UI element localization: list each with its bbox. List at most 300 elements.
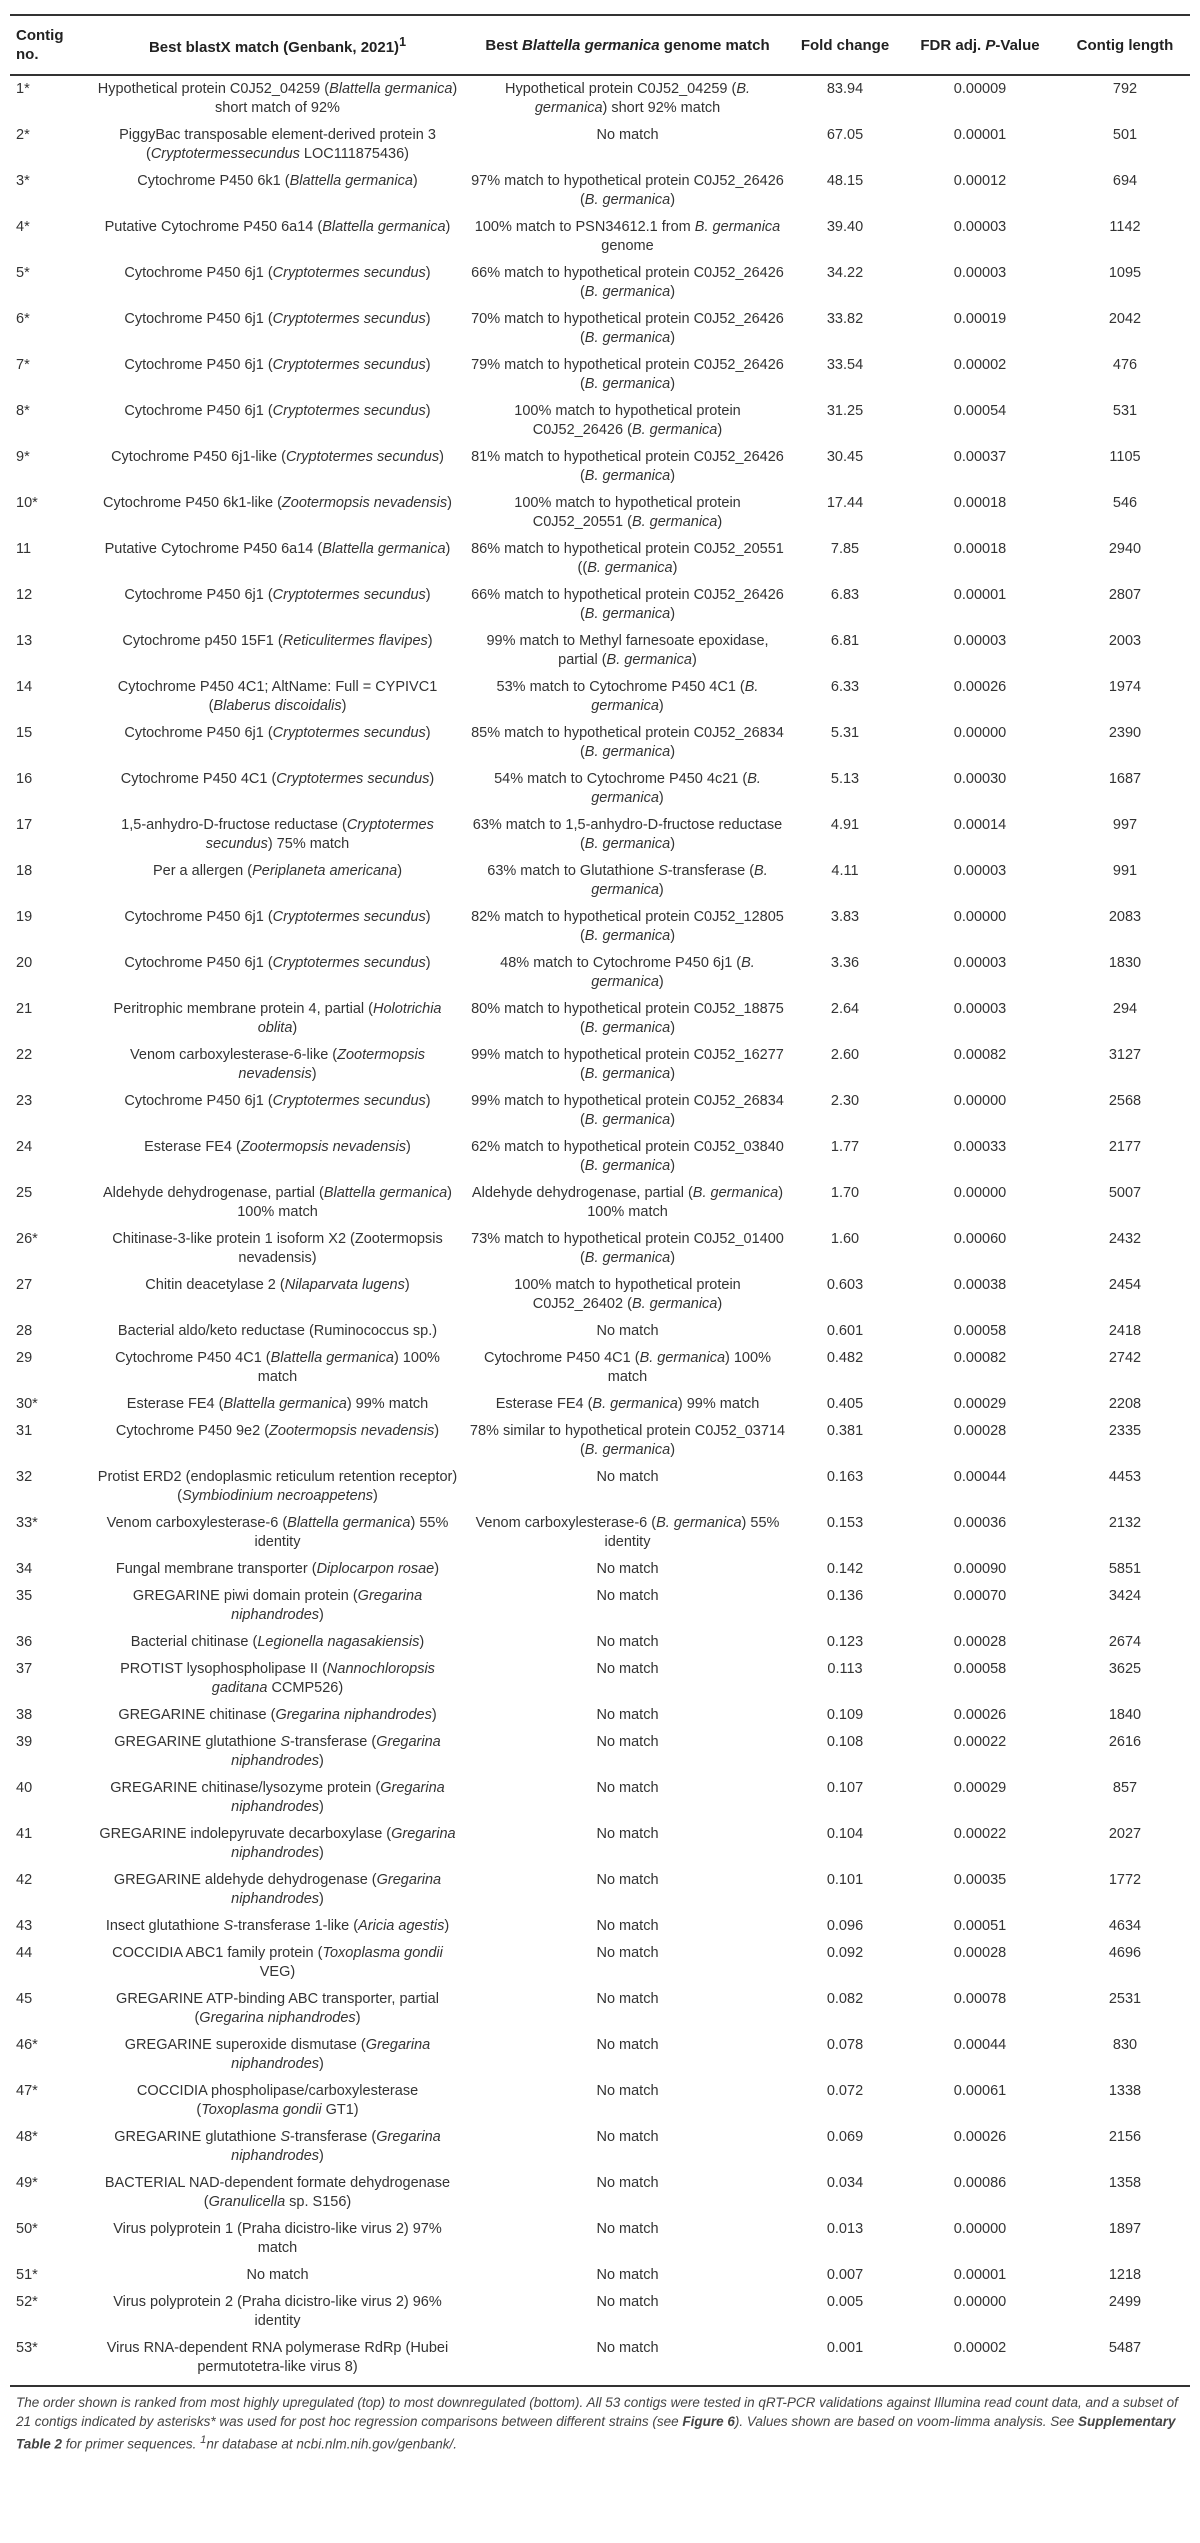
- contig-no-cell: 39: [16, 1734, 33, 1750]
- contig-no-cell: 29: [16, 1350, 33, 1366]
- genome-match-cell: 82% match to hypothetical protein C0J52_12805 (B. germanica): [471, 909, 784, 944]
- contig-length-cell: 3625: [1108, 1661, 1142, 1677]
- contig-length-cell: 1687: [1108, 771, 1142, 787]
- blastx-match-cell: Hypothetical protein C0J52_04259 (Blattella germanica) short match of 92%: [97, 81, 458, 116]
- fold-change-cell: 0.601: [826, 1323, 864, 1339]
- fold-change-cell: 6.81: [830, 633, 860, 649]
- fdr-pvalue-cell: 0.00036: [953, 1515, 1007, 1531]
- fdr-pvalue-cell: 0.00000: [953, 2221, 1007, 2237]
- fdr-pvalue-cell: 0.00030: [953, 771, 1007, 787]
- table-row: [10, 904, 1190, 950]
- genome-match-cell: No match: [596, 2129, 659, 2145]
- contig-no-cell: 3*: [16, 173, 30, 189]
- fold-change-cell: 5.13: [830, 771, 860, 787]
- blastx-match-cell: GREGARINE chitinase/lysozyme protein (Gregarina niphandrodes): [110, 1780, 445, 1815]
- genome-match-cell: No match: [596, 1469, 659, 1485]
- blastx-match-header: Best blastX match (Genbank, 2021)$^1$: [90, 15, 465, 75]
- contig-no-cell: 10*: [16, 495, 38, 511]
- blastx-match-cell: Per a allergen (Periplaneta americana): [152, 863, 403, 879]
- contig-no-cell: 40: [16, 1780, 33, 1796]
- contig-length-cell: 1772: [1108, 1872, 1142, 1888]
- fold-change-cell: 83.94: [826, 81, 864, 97]
- fdr-pvalue-cell: 0.00026: [953, 679, 1007, 695]
- fdr-pvalue-cell: 0.00060: [953, 1231, 1007, 1247]
- genome-match-cell: 78% similar to hypothetical protein C0J52_03714 (B. germanica): [469, 1423, 786, 1458]
- fdr-pvalue-cell: 0.00037: [953, 449, 1007, 465]
- table-row: [10, 582, 1190, 628]
- genome-match-cell: 70% match to hypothetical protein C0J52_26426 (B. germanica): [471, 311, 784, 346]
- blastx-match-cell: Cytochrome P450 6j1 (Cryptotermes secundus): [124, 403, 431, 419]
- contig-length-cell: 830: [1112, 2037, 1138, 2053]
- table-row: [10, 1345, 1190, 1391]
- genome-match-cell: No match: [596, 127, 659, 143]
- contig-no-cell: 18: [16, 863, 33, 879]
- contig-length-cell: 1142: [1109, 219, 1141, 235]
- fold-change-cell: 33.54: [826, 357, 864, 373]
- contig-length-cell: 1974: [1108, 679, 1142, 695]
- fdr-pvalue-cell: 0.00082: [953, 1047, 1007, 1063]
- contig-no-cell: 12: [16, 587, 33, 603]
- genome-match-cell: No match: [596, 1918, 659, 1934]
- contig-no-cell: 14: [16, 679, 33, 695]
- genome-match-cell: 81% match to hypothetical protein C0J52_26426 (B. germanica): [471, 449, 784, 484]
- fold-change-cell: 34.22: [826, 265, 864, 281]
- genome-match-cell: No match: [596, 2221, 659, 2237]
- table-row: [10, 536, 1190, 582]
- contig-length-cell: 4634: [1108, 1918, 1142, 1934]
- table-row: [10, 950, 1190, 996]
- contig-length-cell: 792: [1112, 81, 1138, 97]
- contig-length-cell: 2742: [1108, 1350, 1142, 1366]
- fdr-pvalue-cell: 0.00009: [953, 81, 1007, 97]
- contig-length-cell: 2499: [1108, 2294, 1142, 2310]
- genome-match-cell: No match: [596, 1661, 659, 1677]
- genome-match-cell: No match: [596, 1707, 659, 1723]
- fold-change-cell: 0.034: [826, 2175, 864, 2191]
- contig-length-cell: 2027: [1108, 1826, 1142, 1842]
- fold-change-cell: 0.104: [826, 1826, 864, 1842]
- table-row: [10, 1418, 1190, 1464]
- fdr-pvalue-cell: 0.00022: [953, 1826, 1007, 1842]
- fdr-pvalue-cell: 0.00058: [953, 1661, 1007, 1677]
- contig-length-cell: 1358: [1108, 2175, 1142, 2191]
- contig-no-cell: 20: [16, 955, 33, 971]
- genome-match-cell: 73% match to hypothetical protein C0J52_01400 (B. germanica): [471, 1231, 784, 1266]
- blastx-match-cell: GREGARINE ATP-binding ABC transporter, partial (Gregarina niphandrodes): [116, 1991, 439, 2026]
- contig-length-cell: 2390: [1108, 725, 1142, 741]
- blastx-match-cell: PiggyBac transposable element-derived protein 3 (Cryptotermessecundus LOC111875436): [119, 127, 436, 162]
- fold-change-cell: 7.85: [830, 541, 860, 557]
- table-row: [10, 1729, 1190, 1775]
- contig-length-cell: 3424: [1108, 1588, 1142, 1604]
- fdr-pvalue-cell: 0.00029: [953, 1780, 1007, 1796]
- contig-no-cell: 13: [16, 633, 33, 649]
- blastx-match-cell: GREGARINE superoxide dismutase (Gregarina niphandrodes): [124, 2037, 431, 2072]
- fdr-pvalue-cell: 0.00000: [953, 725, 1007, 741]
- genome-match-cell: 97% match to hypothetical protein C0J52_26426 (B. germanica): [471, 173, 784, 208]
- table-row: [10, 1226, 1190, 1272]
- contig-length-cell: 2807: [1108, 587, 1142, 603]
- contig-length-header: Contig length: [1060, 15, 1190, 75]
- fdr-pvalue-cell: 0.00082: [953, 1350, 1007, 1366]
- contig-length-cell: 5851: [1108, 1561, 1142, 1577]
- genome-match-cell: 86% match to hypothetical protein C0J52_20551 ((B. germanica): [471, 541, 784, 576]
- fdr-pvalue-cell: 0.00000: [953, 1185, 1007, 1201]
- fdr-pvalue-cell: 0.00000: [953, 2294, 1007, 2310]
- blastx-match-cell: Venom carboxylesterase-6-like (Zootermopsis nevadensis): [130, 1047, 425, 1082]
- fdr-pvalue-cell: 0.00000: [953, 1093, 1007, 1109]
- table-row: [10, 444, 1190, 490]
- genome-match-cell: 63% match to Glutathione S-transferase (B. germanica): [487, 863, 768, 898]
- genome-match-cell: 66% match to hypothetical protein C0J52_26426 (B. germanica): [471, 265, 784, 300]
- fdr-pvalue-cell: 0.00029: [953, 1396, 1007, 1412]
- contig-no-cell: 22: [16, 1047, 33, 1063]
- table-row: [10, 1391, 1190, 1418]
- blastx-match-cell: Peritrophic membrane protein 4, partial (Holotrichia oblita): [113, 1001, 442, 1036]
- genome-match-cell: 99% match to hypothetical protein C0J52_16277 (B. germanica): [471, 1047, 784, 1082]
- fold-change-cell: 0.101: [826, 1872, 864, 1888]
- fdr-pvalue-cell: 0.00051: [953, 1918, 1007, 1934]
- contig-no-cell: 35: [16, 1588, 33, 1604]
- fdr-pvalue-cell: 0.00044: [953, 2037, 1007, 2053]
- blastx-match-cell: 1,5-anhydro-D-fructose reductase (Cryptotermes secundus) 75% match: [121, 817, 434, 852]
- contig-no-cell: 38: [16, 1707, 33, 1723]
- table-row: [10, 1510, 1190, 1556]
- contig-length-cell: 997: [1112, 817, 1138, 833]
- fold-change-cell: 1.70: [830, 1185, 860, 1201]
- contig-length-cell: 2568: [1108, 1093, 1142, 1109]
- blastx-match-cell: Cytochrome p450 15F1 (Reticulitermes flavipes): [122, 633, 433, 649]
- contig-no-cell: 17: [16, 817, 33, 833]
- genome-match-cell: 80% match to hypothetical protein C0J52_18875 (B. germanica): [471, 1001, 784, 1036]
- contig-no-cell: 19: [16, 909, 33, 925]
- fdr-pvalue-cell: 0.00028: [953, 1634, 1007, 1650]
- contig-length-cell: 2177: [1108, 1139, 1142, 1155]
- genome-match-cell: 99% match to hypothetical protein C0J52_26834 (B. germanica): [471, 1093, 784, 1128]
- fold-change-cell: 0.107: [826, 1780, 864, 1796]
- table-row: [10, 720, 1190, 766]
- blastx-match-cell: Fungal membrane transporter (Diplocarpon rosae): [115, 1561, 440, 1577]
- genome-match-cell: 54% match to Cytochrome P450 4c21 (B. germanica): [494, 771, 761, 806]
- table-footnote: The order shown is ranked from most highly upregulated (top) to most downregulated (bottom). All 53 contigs were tested in qRT-PCR validations against Illumina read count data, and a subset of 21 contigs indicated by asterisks* was used for post hoc regression comparisons between different strains (see Figure 6). Values shown are based on voom-limma analysis. See Supplementary Table 2 for primer sequences. $^1$nr database at ncbi.nlm.nih.gov/genbank/.: [16, 2395, 1178, 2452]
- blastx-match-cell: GREGARINE piwi domain protein (Gregarina niphandrodes): [132, 1588, 423, 1623]
- table-row: [10, 2078, 1190, 2124]
- genome-match-cell: No match: [596, 2083, 659, 2099]
- contig-no-cell: 41: [16, 1826, 33, 1842]
- fold-change-cell: 4.11: [831, 863, 859, 879]
- table-row: [10, 1702, 1190, 1729]
- fold-change-cell: 0.113: [827, 1661, 863, 1677]
- genome-match-cell: 79% match to hypothetical protein C0J52_26426 (B. germanica): [471, 357, 784, 392]
- contig-no-cell: 5*: [16, 265, 30, 281]
- table-row: [10, 122, 1190, 168]
- fold-change-cell: 0.082: [826, 1991, 864, 2007]
- genome-match-cell: No match: [596, 1945, 659, 1961]
- contig-length-cell: 2418: [1108, 1323, 1142, 1339]
- genome-match-cell: Hypothetical protein C0J52_04259 (B. germanica) short 92% match: [504, 81, 751, 116]
- blastx-match-cell: Cytochrome P450 6j1 (Cryptotermes secundus): [124, 1093, 431, 1109]
- contig-no-cell: 52*: [16, 2294, 38, 2310]
- table-row: [10, 2289, 1190, 2335]
- contig-length-cell: 501: [1112, 127, 1138, 143]
- genome-match-header: Best Blattella germanica genome match: [465, 15, 790, 75]
- fold-change-cell: 33.82: [826, 311, 864, 327]
- fdr-pvalue-cell: 0.00026: [953, 1707, 1007, 1723]
- blastx-match-cell: Virus polyprotein 1 (Praha dicistro-like virus 2) 97% match: [113, 2221, 442, 2256]
- genome-match-cell: No match: [596, 2175, 659, 2191]
- table-row: [10, 306, 1190, 352]
- blastx-match-cell: COCCIDIA ABC1 family protein (Toxoplasma gondii VEG): [112, 1945, 443, 1980]
- genome-match-cell: 53% match to Cytochrome P450 4C1 (B. germanica): [496, 679, 759, 714]
- fdr-pvalue-cell: 0.00003: [953, 265, 1007, 281]
- blastx-match-cell: GREGARINE chitinase (Gregarina niphandrodes): [118, 1707, 437, 1723]
- blastx-match-cell: Cytochrome P450 9e2 (Zootermopsis nevadensis): [115, 1423, 440, 1439]
- contig-length-cell: 2042: [1108, 311, 1142, 327]
- contig-length-cell: 531: [1112, 403, 1138, 419]
- contig-length-cell: 476: [1112, 357, 1138, 373]
- blastx-match-cell: PROTIST lysophospholipase II (Nannochloropsis gaditana CCMP526): [120, 1661, 435, 1696]
- table-header: [10, 15, 1190, 75]
- fdr-pvalue-cell: 0.00002: [953, 357, 1007, 373]
- genome-match-cell: 62% match to hypothetical protein C0J52_03840 (B. germanica): [471, 1139, 784, 1174]
- genome-match-cell: 66% match to hypothetical protein C0J52_26426 (B. germanica): [471, 587, 784, 622]
- genome-match-cell: Aldehyde dehydrogenase, partial (B. germanica) 100% match: [471, 1185, 784, 1220]
- blastx-match-cell: Chitin deacetylase 2 (Nilaparvata lugens): [145, 1277, 410, 1293]
- genome-match-cell: 48% match to Cytochrome P450 6j1 (B. germanica): [500, 955, 755, 990]
- contig-no-cell: 4*: [16, 219, 30, 235]
- contig-no-cell: 43: [16, 1918, 33, 1934]
- table-row: [10, 1464, 1190, 1510]
- table-row: [10, 398, 1190, 444]
- fold-change-cell: 0.153: [826, 1515, 864, 1531]
- table-row: [10, 1913, 1190, 1940]
- fdr-pvalue-cell: 0.00033: [953, 1139, 1007, 1155]
- genome-match-cell: Cytochrome P450 4C1 (B. germanica) 100% match: [484, 1350, 771, 1385]
- fdr-pvalue-cell: 0.00035: [953, 1872, 1007, 1888]
- header-row: [10, 15, 1190, 75]
- genome-match-cell: Esterase FE4 (B. germanica) 99% match: [495, 1396, 760, 1412]
- fdr-pvalue-cell: 0.00028: [953, 1945, 1007, 1961]
- blastx-match-cell: Venom carboxylesterase-6 (Blattella germanica) 55% identity: [106, 1515, 449, 1550]
- contig-length-cell: 2132: [1108, 1515, 1142, 1531]
- fdr-pvalue-cell: 0.00000: [953, 909, 1007, 925]
- fdr-pvalue-cell: 0.00001: [953, 2267, 1007, 2283]
- table-row: [10, 2262, 1190, 2289]
- fold-change-cell: 1.60: [830, 1231, 860, 1247]
- table-row: [10, 766, 1190, 812]
- contig-length-cell: 2432: [1108, 1231, 1142, 1247]
- contig-length-cell: 2156: [1108, 2129, 1142, 2145]
- genome-match-cell: No match: [596, 2037, 659, 2053]
- blastx-match-cell: Bacterial aldo/keto reductase (Ruminococcus sp.): [117, 1323, 438, 1339]
- contig-no-cell: 44: [16, 1945, 33, 1961]
- blastx-match-cell: Esterase FE4 (Zootermopsis nevadensis): [144, 1139, 411, 1155]
- contig-no-cell: 32: [16, 1469, 33, 1485]
- fdr-pvalue-cell: 0.00061: [953, 2083, 1007, 2099]
- blastx-match-cell: Aldehyde dehydrogenase, partial (Blattella germanica) 100% match: [102, 1185, 453, 1220]
- genome-match-cell: 85% match to hypothetical protein C0J52_26834 (B. germanica): [471, 725, 784, 760]
- fdr-pvalue-cell: 0.00002: [900, 2335, 1060, 2386]
- contig-length-cell: 1830: [1108, 955, 1142, 971]
- contig-length-cell: 1840: [1108, 1707, 1142, 1723]
- genome-match-cell: 100% match to hypothetical protein C0J52_26402 (B. germanica): [514, 1277, 741, 1312]
- contig-length-cell: 2674: [1108, 1634, 1142, 1650]
- fold-change-cell: 0.405: [826, 1396, 864, 1412]
- contig-no-cell: 15: [16, 725, 33, 741]
- table-row: [10, 352, 1190, 398]
- table-row: [10, 674, 1190, 720]
- table-row: [10, 75, 1190, 122]
- fdr-pvalue-header: FDR adj. P-Value: [900, 15, 1060, 75]
- fold-change-cell: 67.05: [826, 127, 864, 143]
- blastx-match-cell: Protist ERD2 (endoplasmic reticulum retention receptor) (Symbiodinium necroappetens): [97, 1469, 458, 1504]
- contig-length-cell: 294: [1112, 1001, 1138, 1017]
- contig-length-cell: 2531: [1108, 1991, 1142, 2007]
- fold-change-cell: 0.001: [790, 2335, 900, 2386]
- contig-no-cell: 45: [16, 1991, 33, 2007]
- table-row: [10, 812, 1190, 858]
- table-row: [10, 1867, 1190, 1913]
- contig-no-cell: 28: [16, 1323, 33, 1339]
- contig-length-cell: 546: [1112, 495, 1138, 511]
- contig-no-cell: 33*: [16, 1515, 38, 1531]
- fold-change-cell: 0.108: [826, 1734, 864, 1750]
- table-row: [10, 1821, 1190, 1867]
- genome-match-cell: No match: [596, 1826, 659, 1842]
- fold-change-cell: 3.36: [830, 955, 860, 971]
- fdr-pvalue-cell: 0.00054: [953, 403, 1007, 419]
- contig-length-cell: 694: [1112, 173, 1138, 189]
- table-row: [10, 1940, 1190, 1986]
- genome-match-cell: Venom carboxylesterase-6 (B. germanica) 55% identity: [475, 1515, 780, 1550]
- fold-change-cell: 0.092: [826, 1945, 864, 1961]
- blastx-match-cell: Cytochrome P450 4C1 (Cryptotermes secundus): [120, 771, 435, 787]
- contig-no-cell: 31: [16, 1423, 33, 1439]
- fdr-pvalue-cell: 0.00028: [953, 1423, 1007, 1439]
- blastx-match-cell: Putative Cytochrome P450 6a14 (Blattella germanica): [104, 541, 451, 557]
- contig-length-cell: 4696: [1108, 1945, 1142, 1961]
- blastx-match-cell: Cytochrome P450 6j1 (Cryptotermes secundus): [124, 265, 431, 281]
- fdr-pvalue-cell: 0.00001: [953, 587, 1007, 603]
- blastx-match-cell: Cytochrome P450 4C1; AltName: Full = CYPIVC1 (Blaberus discoidalis): [117, 679, 438, 714]
- contig-length-cell: 3127: [1108, 1047, 1142, 1063]
- table-row: [10, 1180, 1190, 1226]
- fold-change-cell: 4.91: [830, 817, 860, 833]
- fold-change-cell: 48.15: [826, 173, 864, 189]
- fold-change-cell: 39.40: [826, 219, 864, 235]
- table-row: [10, 2124, 1190, 2170]
- table-row: [10, 1134, 1190, 1180]
- contig-no-cell: 25: [16, 1185, 33, 1201]
- table-row: [10, 1583, 1190, 1629]
- contig-length-cell: 4453: [1108, 1469, 1142, 1485]
- contig-no-cell: 50*: [16, 2221, 38, 2237]
- fdr-pvalue-cell: 0.00001: [953, 127, 1007, 143]
- table-row: [10, 1775, 1190, 1821]
- contig-no-cell: 1*: [16, 81, 30, 97]
- blastx-match-cell: Insect glutathione S-transferase 1-like (Aricia agestis): [105, 1918, 450, 1934]
- genome-match-cell: 100% match to PSN34612.1 from B. germanica genome: [474, 219, 781, 254]
- blastx-match-cell: Cytochrome P450 6k1-like (Zootermopsis nevadensis): [103, 495, 452, 511]
- blastx-match-cell: Cytochrome P450 6j1 (Cryptotermes secundus): [124, 909, 431, 925]
- fdr-pvalue-cell: 0.00086: [953, 2175, 1007, 2191]
- blastx-match-cell: GREGARINE aldehyde dehydrogenase (Gregarina niphandrodes): [113, 1872, 442, 1907]
- contig-no-cell: 26*: [16, 1231, 38, 1247]
- contig-no-cell: 7*: [16, 357, 30, 373]
- genome-match-cell: No match: [596, 1734, 659, 1750]
- contig-no-cell: 6*: [16, 311, 30, 327]
- contig-no-cell: 51*: [16, 2267, 38, 2283]
- contig-no-cell: 16: [16, 771, 33, 787]
- fold-change-cell: 31.25: [826, 403, 864, 419]
- fold-change-cell: 0.072: [826, 2083, 864, 2099]
- fold-change-cell: 3.83: [830, 909, 860, 925]
- contig-no-cell: 46*: [16, 2037, 38, 2053]
- contig-no-cell: 48*: [16, 2129, 38, 2145]
- contig-no-cell: 8*: [16, 403, 30, 419]
- table-row: [10, 214, 1190, 260]
- contig-length-cell: 1218: [1108, 2267, 1142, 2283]
- contig-length-cell: 2335: [1108, 1423, 1142, 1439]
- fdr-pvalue-cell: 0.00014: [953, 817, 1007, 833]
- fold-change-cell: 0.142: [826, 1561, 864, 1577]
- contig-length-cell: 1095: [1108, 265, 1142, 281]
- contig-no-cell: 23: [16, 1093, 33, 1109]
- fdr-pvalue-cell: 0.00078: [953, 1991, 1007, 2007]
- blastx-match-cell: Chitinase-3-like protein 1 isoform X2 (Zootermopsis nevadensis): [112, 1231, 443, 1266]
- contig-no-cell: 2*: [16, 127, 30, 143]
- table-row: [10, 1088, 1190, 1134]
- fold-change-cell: 2.30: [830, 1093, 860, 1109]
- genome-match-cell: No match: [596, 1561, 659, 1577]
- blastx-match-cell: COCCIDIA phospholipase/carboxylesterase (Toxoplasma gondii GT1): [136, 2083, 419, 2118]
- contig-length-cell: 1338: [1108, 2083, 1142, 2099]
- table-row: [10, 858, 1190, 904]
- fdr-pvalue-cell: 0.00022: [953, 1734, 1007, 1750]
- contig-length-cell: 5487: [1060, 2335, 1190, 2386]
- genome-match-cell: 63% match to 1,5-anhydro-D-fructose reductase (B. germanica): [472, 817, 783, 852]
- contig-no-cell: 24: [16, 1139, 33, 1155]
- table-row: [10, 1629, 1190, 1656]
- blastx-match-cell: Virus polyprotein 2 (Praha dicistro-like virus 2) 96% identity: [113, 2294, 442, 2329]
- fdr-pvalue-cell: 0.00019: [953, 311, 1007, 327]
- genome-match-cell: No match: [596, 1780, 659, 1796]
- fold-change-cell: 0.381: [826, 1423, 864, 1439]
- contig-no-cell: 36: [16, 1634, 33, 1650]
- blastx-match-cell: BACTERIAL NAD-dependent formate dehydrogenase (Granulicella sp. S156): [104, 2175, 451, 2210]
- contig-no-cell: 11: [16, 541, 32, 557]
- contig-no-header: Contig no.: [10, 15, 90, 75]
- blastx-match-cell: Esterase FE4 (Blattella germanica) 99% match: [126, 1396, 429, 1412]
- genome-match-cell: No match: [465, 2335, 790, 2386]
- contig-length-cell: 2940: [1108, 541, 1142, 557]
- contig-no-cell: 42: [16, 1872, 33, 1888]
- blastx-match-cell: Cytochrome P450 6j1 (Cryptotermes secundus): [124, 311, 431, 327]
- table-row: [10, 1986, 1190, 2032]
- fold-change-cell: 0.123: [826, 1634, 864, 1650]
- table-row: [10, 2170, 1190, 2216]
- blastx-match-cell: Cytochrome P450 4C1 (Blattella germanica) 100% match: [115, 1350, 440, 1385]
- genome-match-cell: 100% match to hypothetical protein C0J52_26426 (B. germanica): [514, 403, 741, 438]
- fdr-pvalue-cell: 0.00090: [953, 1561, 1007, 1577]
- table-row: [10, 1272, 1190, 1318]
- fdr-pvalue-cell: 0.00044: [953, 1469, 1007, 1485]
- contig-no-cell: 27: [16, 1277, 33, 1293]
- fdr-pvalue-cell: 0.00003: [953, 955, 1007, 971]
- blastx-match-cell: Cytochrome P450 6j1 (Cryptotermes secundus): [124, 357, 431, 373]
- fold-change-cell: 0.603: [826, 1277, 864, 1293]
- contig-length-cell: 2616: [1108, 1734, 1142, 1750]
